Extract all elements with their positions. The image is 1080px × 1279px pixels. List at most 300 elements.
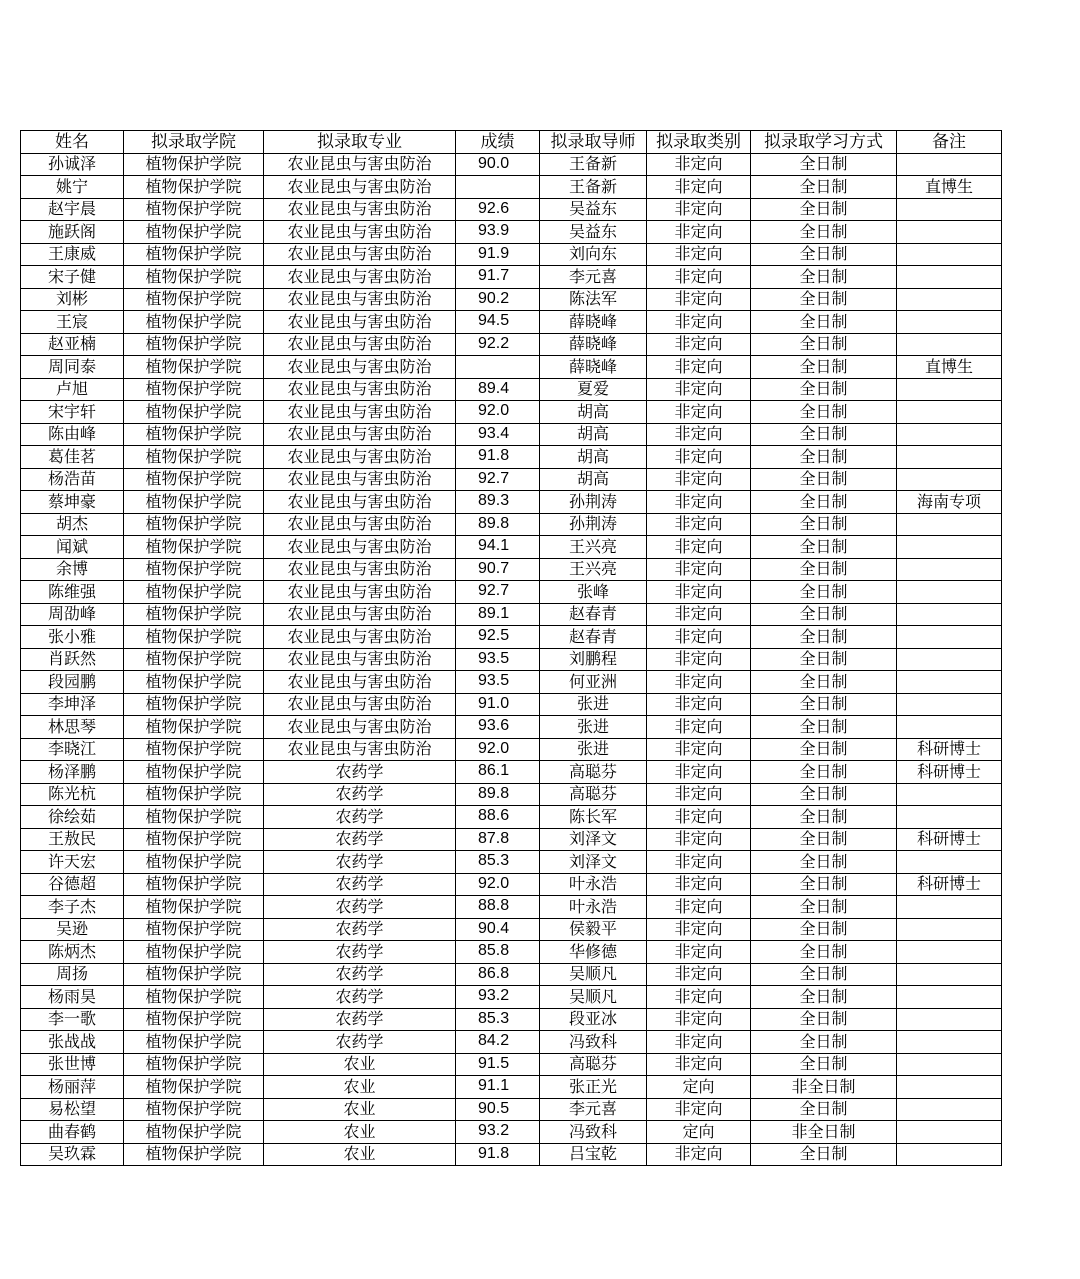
- cell-major: 农业昆虫与害虫防治: [264, 221, 456, 244]
- cell-name: 姚宁: [21, 176, 124, 199]
- cell-remarks: [897, 963, 1002, 986]
- cell-category: 非定向: [647, 603, 751, 626]
- cell-college: 植物保护学院: [124, 738, 264, 761]
- cell-remarks: [897, 513, 1002, 536]
- table-row: [21, 288, 1002, 311]
- cell-remarks: [897, 1031, 1002, 1054]
- cell-major: 农药学: [264, 873, 456, 896]
- cell-name: 周扬: [21, 963, 124, 986]
- cell-category: 非定向: [647, 536, 751, 559]
- cell-advisor: 陈长军: [540, 806, 647, 829]
- cell-remarks: [897, 378, 1002, 401]
- cell-remarks: [897, 311, 1002, 334]
- cell-major: 农业: [264, 1076, 456, 1099]
- cell-college: 植物保护学院: [124, 221, 264, 244]
- cell-category: 非定向: [647, 648, 751, 671]
- cell-study-mode: 全日制: [751, 738, 897, 761]
- cell-remarks: [897, 288, 1002, 311]
- cell-category: 非定向: [647, 896, 751, 919]
- table-row: [21, 423, 1002, 446]
- cell-study-mode: 全日制: [751, 468, 897, 491]
- cell-advisor: 胡高: [540, 468, 647, 491]
- cell-study-mode: 全日制: [751, 963, 897, 986]
- cell-category: 非定向: [647, 671, 751, 694]
- cell-college: 植物保护学院: [124, 198, 264, 221]
- cell-study-mode: 全日制: [751, 783, 897, 806]
- cell-remarks: [897, 851, 1002, 874]
- cell-remarks: [897, 333, 1002, 356]
- cell-study-mode: 全日制: [751, 153, 897, 176]
- cell-study-mode: 全日制: [751, 266, 897, 289]
- cell-name: 李一歌: [21, 1008, 124, 1031]
- cell-category: 非定向: [647, 716, 751, 739]
- cell-category: 定向: [647, 1076, 751, 1099]
- cell-score: 88.8: [456, 896, 540, 919]
- cell-study-mode: 全日制: [751, 243, 897, 266]
- cell-major: 农药学: [264, 761, 456, 784]
- cell-advisor: 张峰: [540, 581, 647, 604]
- cell-study-mode: 全日制: [751, 626, 897, 649]
- cell-remarks: [897, 536, 1002, 559]
- cell-advisor: 胡高: [540, 401, 647, 424]
- cell-college: 植物保护学院: [124, 1143, 264, 1166]
- cell-college: 植物保护学院: [124, 716, 264, 739]
- cell-remarks: [897, 648, 1002, 671]
- cell-name: 蔡坤豪: [21, 491, 124, 514]
- cell-score: [456, 176, 540, 199]
- cell-study-mode: 全日制: [751, 1053, 897, 1076]
- cell-college: 植物保护学院: [124, 468, 264, 491]
- cell-advisor: 吕宝乾: [540, 1143, 647, 1166]
- cell-score: 86.1: [456, 761, 540, 784]
- cell-advisor: 王备新: [540, 153, 647, 176]
- cell-advisor: 张进: [540, 693, 647, 716]
- cell-advisor: 华修德: [540, 941, 647, 964]
- cell-score: 92.7: [456, 581, 540, 604]
- cell-college: 植物保护学院: [124, 648, 264, 671]
- cell-name: 李坤泽: [21, 693, 124, 716]
- cell-remarks: [897, 468, 1002, 491]
- cell-remarks: [897, 896, 1002, 919]
- cell-advisor: 薛晓峰: [540, 333, 647, 356]
- cell-major: 农药学: [264, 783, 456, 806]
- cell-score: 92.5: [456, 626, 540, 649]
- cell-score: 93.6: [456, 716, 540, 739]
- header-remarks: 备注: [897, 131, 1002, 154]
- cell-major: 农药学: [264, 1031, 456, 1054]
- cell-advisor: 高聪芬: [540, 1053, 647, 1076]
- cell-college: 植物保护学院: [124, 603, 264, 626]
- cell-study-mode: 全日制: [751, 828, 897, 851]
- table-row: [21, 1076, 1002, 1099]
- cell-remarks: [897, 941, 1002, 964]
- cell-remarks: [897, 243, 1002, 266]
- cell-remarks: [897, 1098, 1002, 1121]
- cell-major: 农业昆虫与害虫防治: [264, 198, 456, 221]
- cell-college: 植物保护学院: [124, 243, 264, 266]
- cell-remarks: [897, 221, 1002, 244]
- cell-score: 93.5: [456, 648, 540, 671]
- cell-name: 陈维强: [21, 581, 124, 604]
- cell-college: 植物保护学院: [124, 1031, 264, 1054]
- cell-advisor: 李元喜: [540, 1098, 647, 1121]
- cell-college: 植物保护学院: [124, 153, 264, 176]
- cell-major: 农药学: [264, 851, 456, 874]
- cell-major: 农药学: [264, 828, 456, 851]
- cell-major: 农业: [264, 1143, 456, 1166]
- cell-score: 94.5: [456, 311, 540, 334]
- cell-college: 植物保护学院: [124, 356, 264, 379]
- cell-study-mode: 全日制: [751, 918, 897, 941]
- cell-category: 非定向: [647, 311, 751, 334]
- cell-remarks: [897, 783, 1002, 806]
- cell-study-mode: 全日制: [751, 761, 897, 784]
- cell-name: 李子杰: [21, 896, 124, 919]
- cell-study-mode: 全日制: [751, 1143, 897, 1166]
- cell-college: 植物保护学院: [124, 288, 264, 311]
- cell-college: 植物保护学院: [124, 761, 264, 784]
- cell-score: 93.2: [456, 986, 540, 1009]
- cell-study-mode: 全日制: [751, 1098, 897, 1121]
- cell-category: 非定向: [647, 468, 751, 491]
- cell-name: 陈光杭: [21, 783, 124, 806]
- cell-study-mode: 全日制: [751, 603, 897, 626]
- header-study-mode: 拟录取学习方式: [751, 131, 897, 154]
- cell-name: 杨浩苗: [21, 468, 124, 491]
- cell-name: 陈由峰: [21, 423, 124, 446]
- cell-score: 94.1: [456, 536, 540, 559]
- cell-college: 植物保护学院: [124, 896, 264, 919]
- cell-score: 92.2: [456, 333, 540, 356]
- table-row: [21, 873, 1002, 896]
- table-row: [21, 401, 1002, 424]
- cell-major: 农药学: [264, 941, 456, 964]
- cell-study-mode: 全日制: [751, 401, 897, 424]
- table-row: [21, 603, 1002, 626]
- cell-college: 植物保护学院: [124, 918, 264, 941]
- cell-category: 非定向: [647, 153, 751, 176]
- cell-study-mode: 全日制: [751, 333, 897, 356]
- cell-college: 植物保护学院: [124, 806, 264, 829]
- cell-remarks: [897, 603, 1002, 626]
- cell-study-mode: 全日制: [751, 851, 897, 874]
- cell-major: 农业: [264, 1053, 456, 1076]
- cell-score: 91.0: [456, 693, 540, 716]
- cell-college: 植物保护学院: [124, 446, 264, 469]
- cell-remarks: [897, 558, 1002, 581]
- table-row: [21, 648, 1002, 671]
- cell-remarks: [897, 198, 1002, 221]
- cell-score: 90.4: [456, 918, 540, 941]
- cell-name: 施跃阁: [21, 221, 124, 244]
- table-row: [21, 918, 1002, 941]
- cell-category: 非定向: [647, 738, 751, 761]
- cell-college: 植物保护学院: [124, 1053, 264, 1076]
- cell-category: 非定向: [647, 198, 751, 221]
- cell-name: 吴玖霖: [21, 1143, 124, 1166]
- table-row: [21, 1098, 1002, 1121]
- cell-study-mode: 非全日制: [751, 1121, 897, 1144]
- table-row: [21, 941, 1002, 964]
- cell-study-mode: 全日制: [751, 311, 897, 334]
- cell-name: 谷德超: [21, 873, 124, 896]
- cell-major: 农药学: [264, 896, 456, 919]
- cell-study-mode: 全日制: [751, 986, 897, 1009]
- cell-advisor: 高聪芬: [540, 761, 647, 784]
- header-college: 拟录取学院: [124, 131, 264, 154]
- cell-college: 植物保护学院: [124, 536, 264, 559]
- cell-name: 王敖民: [21, 828, 124, 851]
- cell-remarks: 直博生: [897, 176, 1002, 199]
- header-major: 拟录取专业: [264, 131, 456, 154]
- cell-major: 农业昆虫与害虫防治: [264, 626, 456, 649]
- cell-name: 周劭峰: [21, 603, 124, 626]
- cell-advisor: 吴益东: [540, 221, 647, 244]
- cell-advisor: 刘向东: [540, 243, 647, 266]
- cell-advisor: 孙荆涛: [540, 513, 647, 536]
- cell-college: 植物保护学院: [124, 311, 264, 334]
- cell-score: 91.8: [456, 446, 540, 469]
- table-row: [21, 243, 1002, 266]
- cell-category: 非定向: [647, 401, 751, 424]
- cell-category: 非定向: [647, 333, 751, 356]
- table-row: [21, 761, 1002, 784]
- cell-category: 非定向: [647, 873, 751, 896]
- cell-advisor: 张进: [540, 738, 647, 761]
- cell-advisor: 叶永浩: [540, 896, 647, 919]
- table-row: [21, 198, 1002, 221]
- cell-category: 非定向: [647, 1053, 751, 1076]
- cell-advisor: 孙荆涛: [540, 491, 647, 514]
- cell-category: 非定向: [647, 356, 751, 379]
- table-row: [21, 356, 1002, 379]
- cell-name: 王康威: [21, 243, 124, 266]
- cell-major: 农药学: [264, 1008, 456, 1031]
- cell-advisor: 李元喜: [540, 266, 647, 289]
- cell-remarks: [897, 446, 1002, 469]
- cell-college: 植物保护学院: [124, 558, 264, 581]
- cell-study-mode: 全日制: [751, 693, 897, 716]
- table-row: [21, 626, 1002, 649]
- cell-major: 农业: [264, 1098, 456, 1121]
- table-row: [21, 671, 1002, 694]
- cell-category: 非定向: [647, 446, 751, 469]
- cell-category: 非定向: [647, 243, 751, 266]
- cell-major: 农业昆虫与害虫防治: [264, 153, 456, 176]
- cell-category: 非定向: [647, 828, 751, 851]
- cell-score: 84.2: [456, 1031, 540, 1054]
- cell-advisor: 刘泽文: [540, 828, 647, 851]
- cell-college: 植物保护学院: [124, 333, 264, 356]
- cell-advisor: 薛晓峰: [540, 356, 647, 379]
- cell-remarks: 科研博士: [897, 738, 1002, 761]
- header-name: 姓名: [21, 131, 124, 154]
- cell-category: 非定向: [647, 986, 751, 1009]
- cell-advisor: 侯毅平: [540, 918, 647, 941]
- table-row: [21, 716, 1002, 739]
- cell-study-mode: 全日制: [751, 941, 897, 964]
- cell-study-mode: 全日制: [751, 491, 897, 514]
- cell-advisor: 冯致科: [540, 1121, 647, 1144]
- cell-advisor: 陈法军: [540, 288, 647, 311]
- cell-college: 植物保护学院: [124, 1076, 264, 1099]
- cell-remarks: [897, 1121, 1002, 1144]
- cell-category: 非定向: [647, 761, 751, 784]
- cell-remarks: [897, 1008, 1002, 1031]
- cell-advisor: 赵春青: [540, 603, 647, 626]
- cell-name: 曲春鹤: [21, 1121, 124, 1144]
- cell-category: 非定向: [647, 1143, 751, 1166]
- cell-score: 91.1: [456, 1076, 540, 1099]
- table-row: [21, 558, 1002, 581]
- table-row: [21, 581, 1002, 604]
- cell-study-mode: 全日制: [751, 558, 897, 581]
- cell-study-mode: 全日制: [751, 288, 897, 311]
- cell-name: 胡杰: [21, 513, 124, 536]
- cell-name: 杨雨昊: [21, 986, 124, 1009]
- cell-score: 89.1: [456, 603, 540, 626]
- cell-name: 孙诚泽: [21, 153, 124, 176]
- cell-major: 农业昆虫与害虫防治: [264, 288, 456, 311]
- cell-remarks: [897, 266, 1002, 289]
- cell-name: 闻斌: [21, 536, 124, 559]
- cell-study-mode: 全日制: [751, 1031, 897, 1054]
- cell-name: 徐绘茹: [21, 806, 124, 829]
- cell-name: 张小雅: [21, 626, 124, 649]
- cell-major: 农业昆虫与害虫防治: [264, 738, 456, 761]
- cell-study-mode: 全日制: [751, 513, 897, 536]
- cell-advisor: 张进: [540, 716, 647, 739]
- cell-score: 85.8: [456, 941, 540, 964]
- table-row: [21, 986, 1002, 1009]
- cell-major: 农业昆虫与害虫防治: [264, 648, 456, 671]
- cell-study-mode: 全日制: [751, 378, 897, 401]
- cell-score: 86.8: [456, 963, 540, 986]
- cell-advisor: 叶永浩: [540, 873, 647, 896]
- table-row: [21, 896, 1002, 919]
- cell-name: 李晓江: [21, 738, 124, 761]
- cell-advisor: 吴益东: [540, 198, 647, 221]
- cell-category: 非定向: [647, 288, 751, 311]
- cell-remarks: [897, 153, 1002, 176]
- cell-college: 植物保护学院: [124, 941, 264, 964]
- table-row: [21, 806, 1002, 829]
- cell-study-mode: 全日制: [751, 581, 897, 604]
- table-row: [21, 1121, 1002, 1144]
- cell-name: 刘彬: [21, 288, 124, 311]
- cell-name: 卢旭: [21, 378, 124, 401]
- cell-score: 91.8: [456, 1143, 540, 1166]
- cell-major: 农药学: [264, 806, 456, 829]
- cell-score: 87.8: [456, 828, 540, 851]
- cell-major: 农业昆虫与害虫防治: [264, 401, 456, 424]
- cell-category: 非定向: [647, 1098, 751, 1121]
- cell-remarks: [897, 693, 1002, 716]
- cell-score: 89.3: [456, 491, 540, 514]
- cell-major: 农药学: [264, 963, 456, 986]
- table-row: [21, 311, 1002, 334]
- cell-study-mode: 全日制: [751, 648, 897, 671]
- cell-study-mode: 全日制: [751, 198, 897, 221]
- cell-major: 农业昆虫与害虫防治: [264, 491, 456, 514]
- cell-remarks: [897, 423, 1002, 446]
- cell-study-mode: 全日制: [751, 716, 897, 739]
- cell-score: 93.5: [456, 671, 540, 694]
- cell-college: 植物保护学院: [124, 626, 264, 649]
- cell-study-mode: 全日制: [751, 446, 897, 469]
- cell-score: 92.0: [456, 401, 540, 424]
- cell-remarks: [897, 716, 1002, 739]
- cell-score: 89.8: [456, 513, 540, 536]
- cell-score: 90.7: [456, 558, 540, 581]
- table-row: [21, 153, 1002, 176]
- table-row: [21, 963, 1002, 986]
- cell-remarks: [897, 806, 1002, 829]
- table-row: [21, 333, 1002, 356]
- cell-score: 88.6: [456, 806, 540, 829]
- cell-major: 农业昆虫与害虫防治: [264, 356, 456, 379]
- cell-study-mode: 全日制: [751, 221, 897, 244]
- cell-score: 91.7: [456, 266, 540, 289]
- cell-name: 周同泰: [21, 356, 124, 379]
- cell-advisor: 赵春青: [540, 626, 647, 649]
- cell-major: 农业昆虫与害虫防治: [264, 513, 456, 536]
- cell-remarks: 科研博士: [897, 828, 1002, 851]
- cell-category: 非定向: [647, 378, 751, 401]
- table-row: [21, 851, 1002, 874]
- cell-score: 89.8: [456, 783, 540, 806]
- cell-remarks: [897, 1143, 1002, 1166]
- cell-name: 赵宇晨: [21, 198, 124, 221]
- cell-name: 易松望: [21, 1098, 124, 1121]
- cell-name: 张世博: [21, 1053, 124, 1076]
- cell-study-mode: 全日制: [751, 536, 897, 559]
- cell-name: 吴逊: [21, 918, 124, 941]
- cell-name: 葛佳茗: [21, 446, 124, 469]
- cell-score: 93.9: [456, 221, 540, 244]
- cell-advisor: 段亚冰: [540, 1008, 647, 1031]
- cell-major: 农业昆虫与害虫防治: [264, 536, 456, 559]
- cell-major: 农业昆虫与害虫防治: [264, 176, 456, 199]
- table-row: [21, 1031, 1002, 1054]
- table-row: [21, 738, 1002, 761]
- cell-major: 农药学: [264, 986, 456, 1009]
- cell-name: 宋子健: [21, 266, 124, 289]
- cell-college: 植物保护学院: [124, 873, 264, 896]
- cell-name: 许天宏: [21, 851, 124, 874]
- cell-score: 91.9: [456, 243, 540, 266]
- cell-college: 植物保护学院: [124, 176, 264, 199]
- cell-category: 非定向: [647, 693, 751, 716]
- cell-score: 90.0: [456, 153, 540, 176]
- cell-college: 植物保护学院: [124, 1098, 264, 1121]
- table-row: [21, 1143, 1002, 1166]
- cell-category: 非定向: [647, 266, 751, 289]
- table-body: [21, 153, 1002, 1166]
- cell-category: 定向: [647, 1121, 751, 1144]
- cell-college: 植物保护学院: [124, 986, 264, 1009]
- table-row: [21, 693, 1002, 716]
- cell-advisor: 何亚洲: [540, 671, 647, 694]
- cell-advisor: 薛晓峰: [540, 311, 647, 334]
- admission-table: [20, 130, 1002, 1166]
- cell-score: [456, 356, 540, 379]
- cell-score: 91.5: [456, 1053, 540, 1076]
- cell-college: 植物保护学院: [124, 1121, 264, 1144]
- cell-college: 植物保护学院: [124, 491, 264, 514]
- cell-advisor: 夏爱: [540, 378, 647, 401]
- cell-college: 植物保护学院: [124, 378, 264, 401]
